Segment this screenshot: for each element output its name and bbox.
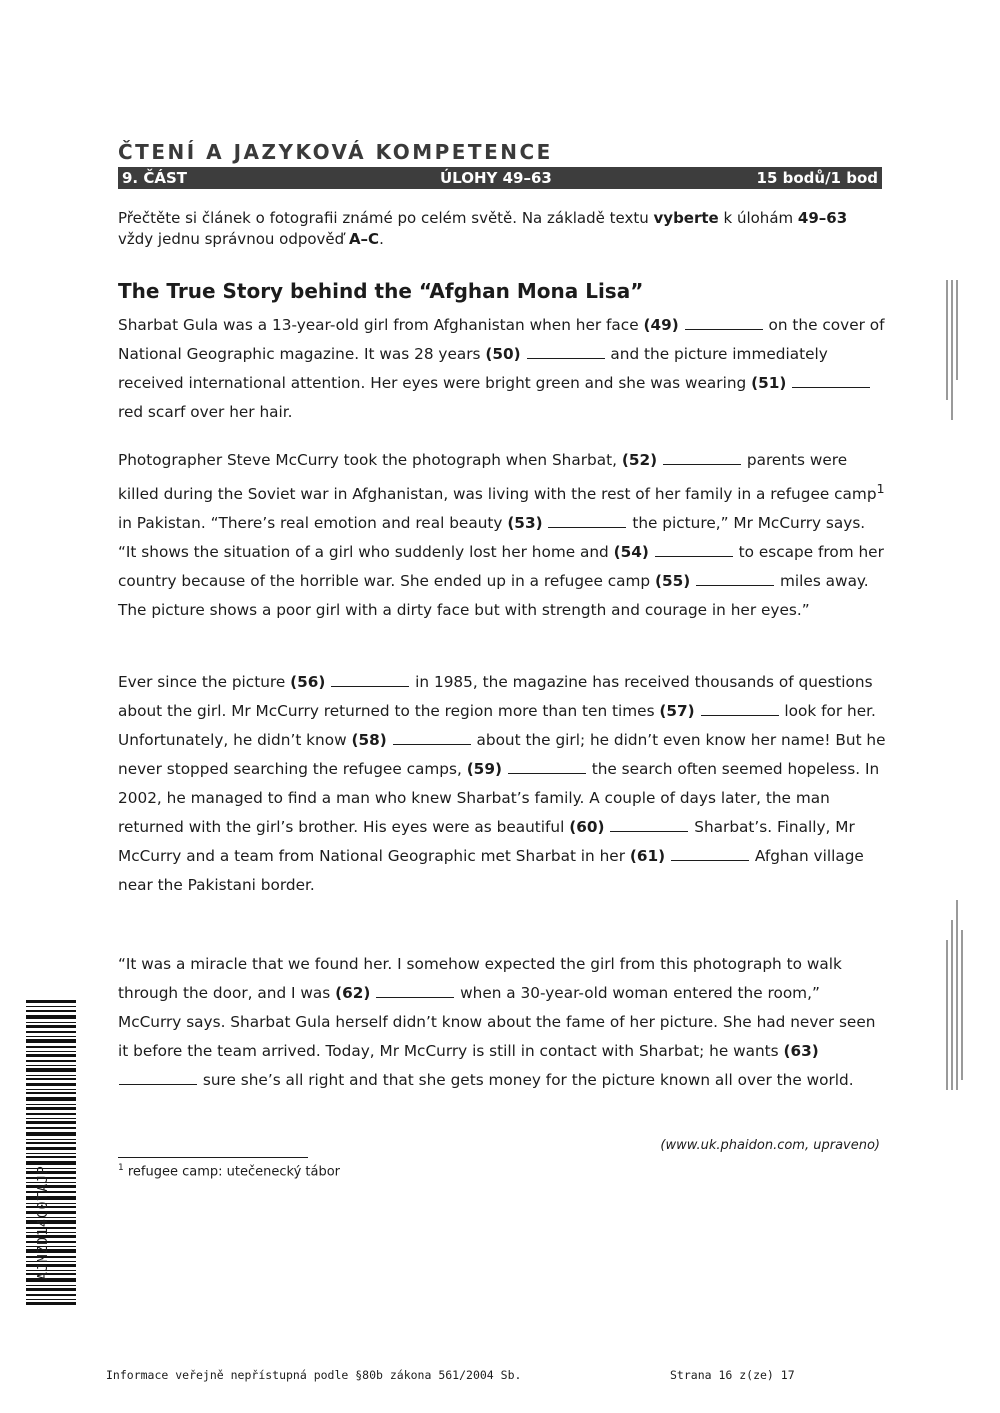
instructions-text: vždy jednu správnou odpověď <box>118 230 349 248</box>
instructions-text: k úlohám <box>718 209 798 227</box>
instructions <box>118 208 878 250</box>
answer-blank <box>119 1083 197 1085</box>
answer-blank <box>508 772 586 774</box>
gap-number: (61) <box>629 847 666 865</box>
gap-number: (59) <box>466 760 502 778</box>
footnote-mark: 1 <box>118 1163 124 1173</box>
section-title: ČTENÍ A JAZYKOVÁ KOMPETENCE <box>118 140 553 164</box>
paragraph-4: “It was a miracle that we found her. I somehow expected the girl from this photograph to walk through the door, and I was (62) when a 30-year-old woman entered the room,” McCurry says. Sharbat Gula herself didn’t know about the fame of her picture. She had never seen it before the team arrived. Today, Mr McCurry is still in contact with Sharbat; he wants (63) sure she’s all right and that she gets money for the picture known all over the world. <box>118 955 876 1089</box>
answer-blank <box>701 714 779 716</box>
tasks-label: ÚLOHY 49–63 <box>440 169 552 187</box>
barcode-text: AJMZD14C0TAJP <box>36 1165 51 1280</box>
instructions-bold: vyberte <box>653 209 719 227</box>
footnote-divider <box>118 1157 308 1158</box>
gap-number: (49) <box>643 316 679 334</box>
instructions-bold: A–C <box>348 230 380 248</box>
answer-blank <box>663 463 741 465</box>
instructions-text: . <box>379 230 384 248</box>
footnote-ref: 1 <box>876 482 885 497</box>
answer-blank <box>610 830 688 832</box>
paragraph-3: Ever since the picture (56) in 1985, the magazine has received thousands of questions about the girl. Mr McCurry returned to the region more than ten times (57) look for her. Unfortunately, he didn’t know (58) about the girl; he didn’t even know her name! But he never stopped searching the refugee camps, (59) the search often seemed hopeless. In 2002, he managed to find a man who knew Sharbat’s family. A couple of days later, the man returned with the girl’s brother. His eyes were as beautiful (60) Sharbat’s. Finally, Mr McCurry and a team from National Geographic met Sharbat in her (61) Afghan village near the Pakistani border. <box>118 673 886 894</box>
gap-number: (63) <box>783 1042 819 1060</box>
answer-blank <box>685 328 763 330</box>
answer-blank <box>548 526 626 528</box>
gap-number: (62) <box>335 984 371 1002</box>
gap-number: (60) <box>569 818 605 836</box>
article-title: The True Story behind the “Afghan Mona Lisa” <box>118 279 644 303</box>
answer-blank <box>376 996 454 998</box>
answer-blank <box>655 555 733 557</box>
gap-number: (51) <box>751 374 787 392</box>
answer-blank <box>393 743 471 745</box>
points-label: 15 bodů/1 bod <box>756 169 878 187</box>
paragraph-2: Photographer Steve McCurry took the photograph when Sharbat, (52) parents were killed during the Soviet war in Afghanistan, was living with the rest of her family in a refugee camp$^1$ in Pakistan. “There’s real emotion and real beauty (53) the picture,” Mr McCurry says. “It shows the situation of a girl who suddenly lost her home and (54) to escape from her country because of the horrible war. She ended up in a refugee camp (55) miles away. The picture shows a poor girl with a dirty face but with strength and courage in her eyes.” <box>118 451 885 620</box>
answer-blank <box>696 584 774 586</box>
answer-blank <box>792 386 870 388</box>
gap-number: (53) <box>507 514 543 533</box>
footer-notice: Informace veřejně nepřístupná podle §80b zákona 561/2004 Sb. <box>106 1368 522 1382</box>
instructions-bold: 49–63 <box>797 209 848 227</box>
source-citation: (www.uk.phaidon.com, upraveno) <box>660 1138 880 1153</box>
footnote <box>118 1163 340 1179</box>
gap-number: (54) <box>613 543 649 562</box>
page-number: Strana 16 z(ze) 17 <box>670 1368 795 1382</box>
footnote-text: refugee camp: utečenecký tábor <box>123 1164 341 1180</box>
part-label: 9. ČÁST <box>122 169 188 187</box>
section-bar <box>118 167 882 189</box>
gap-number: (58) <box>351 731 387 749</box>
answer-blank <box>331 685 409 687</box>
gap-number: (56) <box>290 673 326 691</box>
barcode <box>26 1000 76 1305</box>
answer-blank <box>671 859 749 861</box>
paragraph-1: Sharbat Gula was a 13-year-old girl from Afghanistan when her face (49) on the cover of National Geographic magazine. It was 28 years (50) and the picture immediately received international attention. Her eyes were bright green and she was wearing (51) red scarf over her hair. <box>118 316 885 421</box>
gap-number: (55) <box>655 572 691 591</box>
instructions-text: Přečtěte si článek o fotografii známé po celém světě. Na základě textu <box>118 209 654 227</box>
margin-fine-print <box>940 280 970 1130</box>
answer-blank <box>527 357 605 359</box>
gap-number: (57) <box>659 702 695 720</box>
gap-number: (50) <box>485 345 521 363</box>
gap-number: (52) <box>621 451 658 469</box>
